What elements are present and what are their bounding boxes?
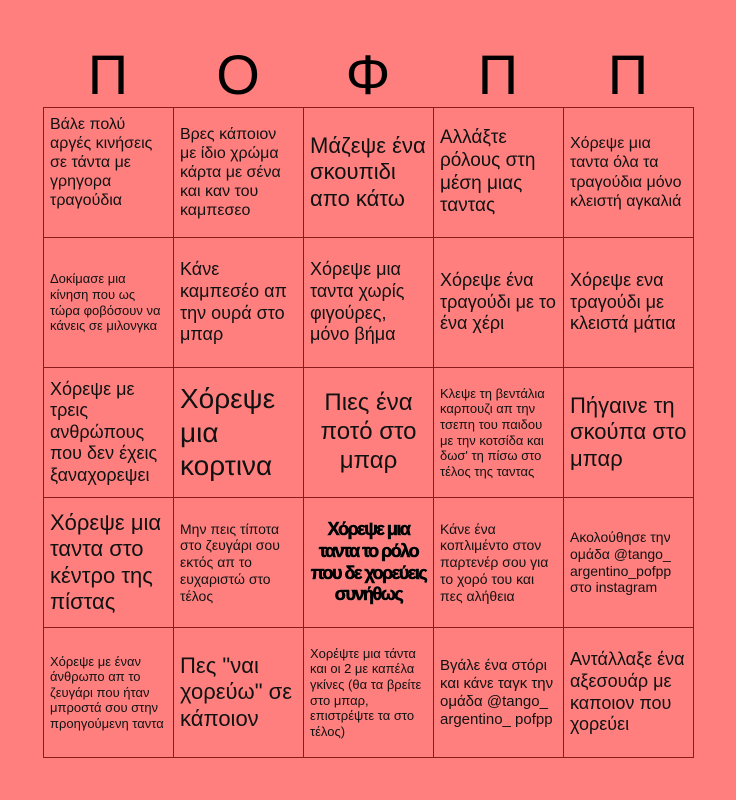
cell-text: Χορέψτε μια τάντα και οι 2 με καπέλα γκίνες (θα τα βρείτε στο μπαρ, επιστρέψτε τα στο τέλος) (310, 645, 422, 739)
cell-text: Βγάλε ένα στόρι και κάνε ταγκ την ομάδα @tango_ argentino_ pofpp (440, 656, 554, 728)
cell-text: Χόρεψε μια ταντα χωρίς φιγούρες, μόνο βήμα (310, 259, 405, 345)
bingo-cell-r3-c5[interactable] (563, 367, 694, 498)
bingo-cell-r4-c5[interactable] (563, 497, 694, 628)
bingo-cell-r1-c5[interactable] (563, 107, 694, 238)
cell-text: Χόρεψε μια ταντα στο κέντρο της πίστας (50, 509, 162, 614)
cell-text: Κάνε ένα κοπλιμέντο στον παρτενέρ σου για το χορό του και πες αλήθεια (440, 520, 549, 604)
bingo-cell-r2-c5[interactable] (563, 237, 694, 368)
cell-text: Αντάλλαξε ένα αξεσουάρ με καποιον που χορεύει (570, 649, 685, 735)
bingo-cell-r2-c3[interactable] (303, 237, 434, 368)
bingo-header (43, 42, 693, 108)
bingo-cell-r4-c4[interactable] (433, 497, 564, 628)
bingo-cell-r4-c1[interactable] (43, 497, 174, 628)
bingo-cell-r1-c2[interactable] (173, 107, 304, 238)
cell-text: Χόρεψε με τρεις ανθρώπους που δεν έχεις ξαναχορεψει (50, 378, 158, 485)
bingo-cell-r5-c1[interactable] (43, 627, 174, 758)
bingo-cell-r3-c3[interactable] (303, 367, 434, 498)
cell-text: Μάζεψε ένα σκουπιδι απο κάτω (310, 132, 426, 211)
header-letter-4: Π (477, 43, 519, 106)
bingo-cell-r4-c3[interactable] (303, 497, 434, 628)
cell-text: Χόρεψε μια ταντα όλα τα τραγούδια μόνο κλειστή αγκαλιά (570, 135, 682, 210)
bingo-cell-r2-c1[interactable] (43, 237, 174, 368)
header-letter-5: Π (607, 43, 649, 106)
cell-text: Βρες κάποιον με ίδιο χρώμα κάρτα με σένα και καν του καμπεσεο (180, 125, 281, 220)
bingo-cell-r1-c3[interactable] (303, 107, 434, 238)
bingo-cell-r3-c2[interactable] (173, 367, 304, 498)
bingo-cell-r3-c1[interactable] (43, 367, 174, 498)
cell-text: Αλλάξτε ρόλους στη μέση μιας ταντας (440, 126, 536, 217)
cell-text: Χόρεψε μια ταντα το ρόλο που δε χορεύεις συνήθως (310, 519, 427, 605)
bingo-cell-r2-c4[interactable] (433, 237, 564, 368)
bingo-cell-r5-c3[interactable] (303, 627, 434, 758)
bingo-board (43, 107, 693, 757)
cell-text: Πήγαινε τη σκούπα στο μπαρ (570, 392, 687, 471)
bingo-cell-r5-c4[interactable] (433, 627, 564, 758)
cell-text: Χόρεψε ένα τραγούδι με το ένα χέρι (440, 270, 556, 334)
cell-text: Δοκίμασε μια κίνηση που ως τώρα φοβόσουν να κάνεις σε μιλονγκα (50, 271, 161, 334)
cell-text: Χόρεψε με έναν άνθρωπο απ το ζευγάρι που ήταν μπροστά σου στην προηγούμενη ταντα (50, 653, 164, 731)
bingo-cell-r5-c5[interactable] (563, 627, 694, 758)
bingo-cell-r5-c2[interactable] (173, 627, 304, 758)
cell-text: Χόρεψε ενα τραγούδι με κλειστά μάτια (570, 270, 676, 334)
bingo-cell-r4-c2[interactable] (173, 497, 304, 628)
cell-text: Πες "ναι χορεύω" σε κάποιον (180, 652, 293, 731)
cell-text: Κάνε καμπεσέο απ την ουρά στο μπαρ (180, 259, 287, 345)
bingo-cell-r1-c1[interactable] (43, 107, 174, 238)
cell-text: Μην πεις τίποτα στο ζευγάρι σου εκτός απ το ευχαριστώ στο τέλος (180, 520, 280, 604)
cell-text: Ακολούθησε την ομάδα @tango_ argentino_pofpp στο instagram (570, 528, 672, 596)
header-letter-2: Ο (216, 43, 260, 106)
bingo-cell-r2-c2[interactable] (173, 237, 304, 368)
header-letter-3: Φ (345, 43, 391, 106)
bingo-cell-r3-c4[interactable] (433, 367, 564, 498)
cell-text: Κλεψε τη βεντάλια καρπουζι απ την τσεπη του παιδου με την κοτσίδα και δωσ' τη πίσω στο τέλος της ταντας (440, 385, 545, 479)
cell-text: Χόρεψε μια κορτινα (180, 383, 276, 482)
cell-text: Βάλε πολύ αργές κινήσεις σε τάντα με γρηγορα τραγούδια (50, 115, 153, 210)
cell-text: Πιες ένα ποτό στο μπαρ (320, 389, 417, 474)
header-letter-1: Π (87, 43, 129, 106)
bingo-cell-r1-c4[interactable] (433, 107, 564, 238)
